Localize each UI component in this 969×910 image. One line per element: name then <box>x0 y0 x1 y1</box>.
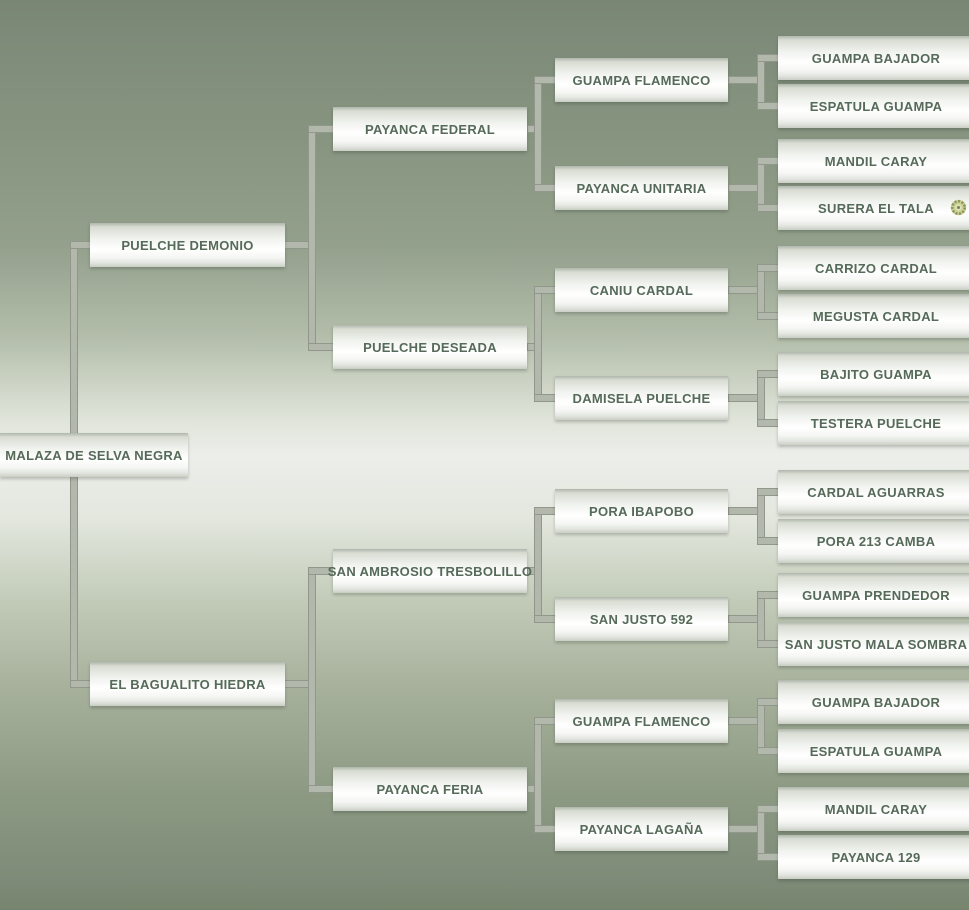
pedigree-node-g3-2[interactable] <box>327 549 533 593</box>
pedigree-node-label: ESPATULA GUAMPA <box>809 743 943 759</box>
pedigree-node-g5-0[interactable] <box>778 36 969 80</box>
pedigree-node-label: PORA 213 CAMBA <box>816 533 936 549</box>
pedigree-node-g5-2[interactable] <box>778 139 969 183</box>
connector-line <box>534 76 556 84</box>
connector-line <box>534 184 556 192</box>
pedigree-node-g5-12[interactable] <box>778 680 969 724</box>
pedigree-node-label: ESPATULA GUAMPA <box>809 98 943 114</box>
pedigree-node-label: MEGUSTA CARDAL <box>812 308 940 324</box>
pedigree-node-label: GUAMPA BAJADOR <box>811 694 941 710</box>
pedigree-node-label: MANDIL CARAY <box>824 801 928 817</box>
pedigree-node-label: DAMISELA PUELCHE <box>572 390 711 406</box>
pedigree-node-g5-8[interactable] <box>778 470 969 514</box>
connector-line <box>534 76 542 192</box>
connector-line <box>757 805 779 813</box>
pedigree-node-label: SURERA EL TALA <box>818 200 934 216</box>
connector-line <box>70 241 91 249</box>
pedigree-node-g3-1[interactable] <box>333 325 527 369</box>
pedigree-node-label: SAN JUSTO 592 <box>589 611 694 627</box>
pedigree-node-label: PAYANCA LAGAÑA <box>579 821 704 837</box>
connector-line <box>534 717 556 725</box>
pedigree-node-g3-0[interactable] <box>333 107 527 151</box>
pedigree-node-g5-10[interactable] <box>778 573 969 617</box>
connector-line <box>308 343 334 351</box>
pedigree-node-label: PAYANCA 129 <box>831 849 921 865</box>
connector-line <box>757 419 779 427</box>
pedigree-node-g5-13[interactable] <box>778 729 969 773</box>
pedigree-node-label: TESTERA PUELCHE <box>810 415 942 431</box>
pedigree-node-label: PORA IBAPOBO <box>589 503 694 519</box>
connector-line <box>534 615 556 623</box>
connector-line <box>757 853 779 861</box>
pedigree-node-g4-5[interactable] <box>555 597 728 641</box>
pedigree-node-g5-9[interactable] <box>778 519 969 563</box>
connector-line <box>757 102 779 110</box>
pedigree-node-g5-6[interactable] <box>778 352 969 396</box>
pedigree-node-label: PAYANCA FEDERAL <box>365 121 495 137</box>
connector-line <box>534 507 542 623</box>
pedigree-node-label: MALAZA DE SELVA NEGRA <box>5 447 183 463</box>
pedigree-node-label: PUELCHE DESEADA <box>363 339 497 355</box>
pedigree-node-label: GUAMPA BAJADOR <box>811 50 941 66</box>
connector-line <box>534 507 556 515</box>
pedigree-node-label: MANDIL CARAY <box>824 153 928 169</box>
pedigree-node-g2-1[interactable] <box>90 662 285 706</box>
connector-line <box>534 717 542 833</box>
pedigree-node-g5-3[interactable] <box>778 186 969 230</box>
pedigree-node-label: GUAMPA FLAMENCO <box>572 72 711 88</box>
pedigree-node-g5-15[interactable] <box>778 835 969 879</box>
pedigree-node-label: SAN AMBROSIO TRESBOLILLO <box>327 563 533 579</box>
pedigree-node-g4-2[interactable] <box>555 268 728 312</box>
connector-line <box>757 157 779 165</box>
pedigree-node-g4-1[interactable] <box>555 166 728 210</box>
pedigree-node-g5-14[interactable] <box>778 787 969 831</box>
connector-line <box>308 785 334 793</box>
pedigree-node-g5-4[interactable] <box>778 246 969 290</box>
connector-line <box>757 370 779 378</box>
pedigree-node-g5-1[interactable] <box>778 84 969 128</box>
pedigree-node-label: PAYANCA FERIA <box>376 781 484 797</box>
pedigree-node-subject[interactable] <box>0 433 188 477</box>
pedigree-node-label: GUAMPA PRENDEDOR <box>802 587 950 603</box>
connector-line <box>534 825 556 833</box>
connector-line <box>757 698 779 706</box>
connector-line <box>757 747 779 755</box>
pedigree-node-g4-7[interactable] <box>555 807 728 851</box>
pedigree-node-label: PUELCHE DEMONIO <box>121 237 254 253</box>
pedigree-node-label: SAN JUSTO MALA SOMBRA <box>784 636 968 652</box>
pedigree-node-g4-6[interactable] <box>555 699 728 743</box>
connector-line <box>757 264 779 272</box>
pedigree-node-g5-11[interactable] <box>778 622 969 666</box>
connector-line <box>757 640 779 648</box>
connector-line <box>757 312 779 320</box>
pedigree-node-g2-0[interactable] <box>90 223 285 267</box>
pedigree-node-g5-5[interactable] <box>778 294 969 338</box>
connector-line <box>308 567 316 793</box>
pedigree-node-label: CANIU CARDAL <box>589 282 694 298</box>
pedigree-node-label: CARDAL AGUARRAS <box>807 484 945 500</box>
pedigree-node-g4-4[interactable] <box>555 489 728 533</box>
pedigree-node-g5-7[interactable] <box>778 401 969 445</box>
pedigree-node-label: BAJITO GUAMPA <box>820 366 932 382</box>
connector-line <box>308 125 334 133</box>
pedigree-node-g4-3[interactable] <box>555 376 728 420</box>
connector-line <box>757 591 779 599</box>
connector-line <box>534 394 556 402</box>
pedigree-node-label: GUAMPA FLAMENCO <box>572 713 711 729</box>
connector-line <box>534 286 556 294</box>
connector-line <box>534 286 542 402</box>
pedigree-node-g4-0[interactable] <box>555 58 728 102</box>
connector-line <box>757 537 779 545</box>
pedigree-node-label: CARRIZO CARDAL <box>815 260 937 276</box>
connector-line <box>70 680 91 688</box>
pedigree-node-label: PAYANCA UNITARIA <box>576 180 707 196</box>
connector-line <box>757 204 779 212</box>
pedigree-node-label: EL BAGUALITO HIEDRA <box>109 676 266 692</box>
connector-line <box>308 125 316 351</box>
connector-line <box>757 488 779 496</box>
pedigree-node-g3-3[interactable] <box>333 767 527 811</box>
connector-line <box>757 54 779 62</box>
rosette-award-icon <box>950 199 967 216</box>
